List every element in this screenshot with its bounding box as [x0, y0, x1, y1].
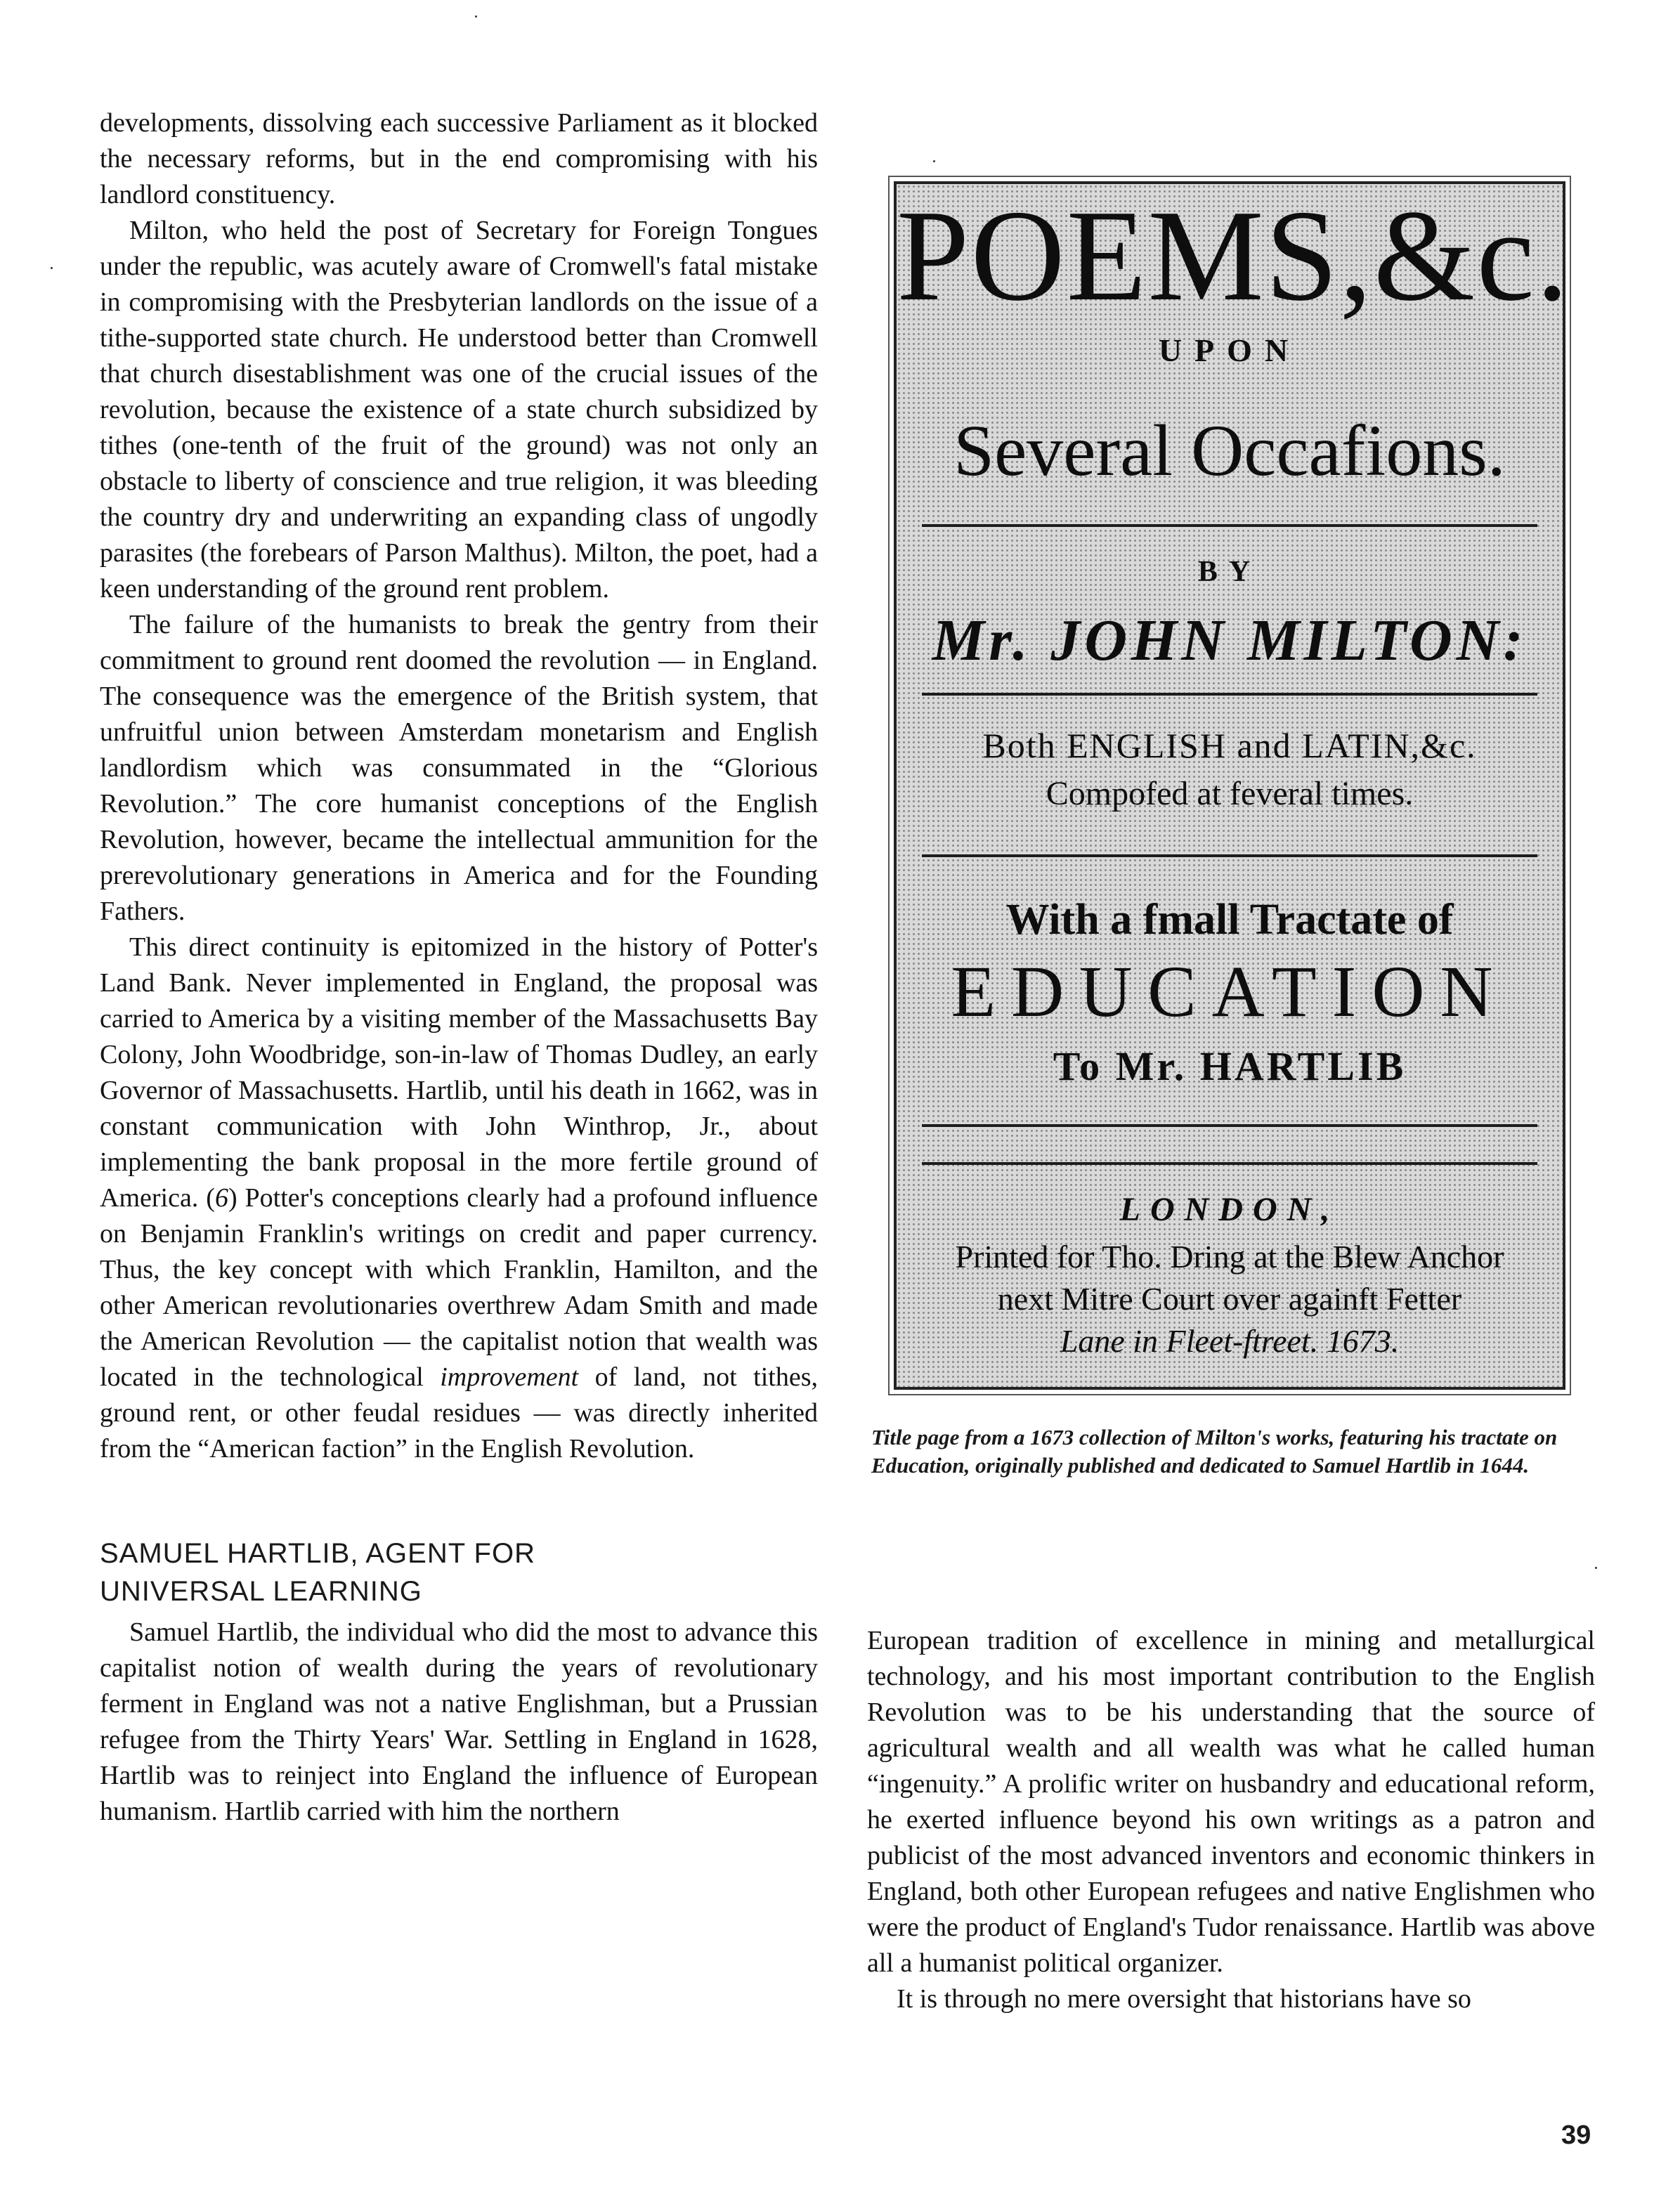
figure-caption: Title page from a 1673 collection of Milton's works, featuring his tractate on Education, originally published and dedicated to Samuel Hartlib in 1644. — [871, 1425, 1558, 1478]
section-heading-line: SAMUEL HARTLIB, AGENT FOR — [100, 1538, 535, 1569]
paragraph-text: ) Potter's conceptions clearly had a profound influence on Benjamin Franklin's writings on credit and paper currency. Thus, the key concept with which Franklin, Hamilton, and the other American revolutionaries overthrew Adam Smith and made the American Revolution — the capitalist notion that wealth was located in the technological — [100, 1183, 819, 1392]
paragraph: The failure of the humanists to break the gentry from their commitment to ground rent doomed the revolution — in England. The consequence was the emergence of the British system, that unfruitful union between Amsterdam monetarism and English landlordism which was consummated in the “Glorious Revolution.” The core humanist conceptions of the English Revolution, however, became the intellectual ammunition for the prerevolutionary generations in America and for the Founding Fathers. — [100, 610, 818, 926]
title-author: Mr. JOHN MILTON: — [932, 608, 1528, 673]
title-composed: Compofed at feveral times. — [1046, 775, 1414, 812]
paragraph-text: of land, not tithes, ground rent, or other feudal residues — was directly inherited from the “American faction” in the English Revolution. — [100, 1362, 818, 1464]
right-column — [867, 1623, 1595, 2017]
title-upon: UPON — [1158, 332, 1301, 368]
title-imprint-line: next Mitre Court over againft Fetter — [997, 1281, 1462, 1317]
divider-rule — [922, 693, 1537, 696]
print-speck — [51, 267, 53, 269]
title-by: BY — [1197, 556, 1262, 588]
title-tractate: With a fmall Tractate of — [1005, 896, 1454, 944]
paragraph: Milton, who held the post of Secretary for Foreign Tongues under the republic, was acutely aware of Cromwell's fatal mistake in compromising with the Presbyterian landlords on the issue of a tithe-supported state church. He understood better than Cromwell that church disestablishment was one of the crucial issues of the revolution, because the existence of a state church subsidized by tithes (one-tenth of the fruit of the ground) was not only an obstacle to liberty of conscience and true religion, it was bleeding the country dry and underwriting an expanding class of ungodly parasites (the forebears of Parson Malthus). Milton, the poet, had a keen understanding of the ground rent problem. — [100, 216, 818, 604]
emphasis: improvement — [440, 1362, 579, 1392]
paragraph — [100, 930, 818, 1467]
left-column — [100, 105, 818, 1830]
paragraph: European tradition of excellence in mining and metallurgical technology, and his most important contribution to the English Revolution was to be his understanding that the source of agricultural wealth and all wealth was what he called human “ingenuity.” A prolific writer on husbandry and educational reform, he exerted influence beyond his own writings as a patron and publicist of the most advanced inventors and economic thinkers in England, both other European refugees and native Englishmen who were the product of England's Tudor renaissance. Hartlib was above all a humanist political organizer. — [867, 1626, 1595, 1978]
divider-rule — [922, 854, 1537, 857]
section-heading-line: UNIVERSAL LEARNING — [100, 1576, 422, 1607]
paragraph-text: This direct continuity is epitomized in the history of Potter's Land Bank. Never implemented in England, the proposal was carried to America by a visiting member of the Massachusetts Bay Colony, John Woodbridge, son-in-law of Thomas Dudley, an early Governor of Massachusetts. Hartlib, until his death in 1662, was in constant communication with John Winthrop, Jr., about implementing the bank proposal in the more fertile ground of America. ( — [100, 932, 818, 1213]
divider-rule — [922, 524, 1537, 527]
section-heading — [100, 1534, 818, 1610]
divider-rule — [922, 1124, 1537, 1127]
print-speck — [1595, 1567, 1597, 1569]
title-imprint-line: Lane in Fleet-ftreet. 1673. — [1060, 1323, 1400, 1359]
divider-rule — [922, 1162, 1537, 1165]
title-education: EDUCATION — [951, 951, 1509, 1032]
paragraph: It is through no mere oversight that historians have so — [897, 1984, 1471, 2014]
title-imprint-line: Printed for Tho. Dring at the Blew Anchor — [955, 1239, 1504, 1275]
print-speck — [933, 160, 935, 162]
title-poems: POEMS,&c. — [897, 183, 1570, 328]
title-page-figure — [894, 181, 1570, 1390]
title-several-occasions: Several Occafions. — [953, 410, 1506, 491]
page-number: 39 — [1561, 2120, 1591, 2150]
paragraph: Samuel Hartlib, the individual who did the most to advance this capitalist notion of wealth during the years of revolutionary ferment in England was not a native Englishman, but a Prussian refugee from the Thirty Years' War. Settling in England in 1628, Hartlib was to reinject into England the influence of European humanism. Hartlib carried with him the northern — [100, 1617, 818, 1826]
print-speck — [475, 15, 477, 18]
title-dedication: To Mr. HARTLIB — [1053, 1043, 1407, 1089]
title-imprint-city: LONDON, — [1119, 1191, 1340, 1228]
title-languages: Both ENGLISH and LATIN,&c. — [982, 726, 1477, 765]
footnote-ref: 6 — [214, 1183, 228, 1213]
paragraph: developments, dissolving each successive Parliament as it blocked the necessary reforms, but in the end compromising with his landlord constituency. — [100, 108, 818, 209]
